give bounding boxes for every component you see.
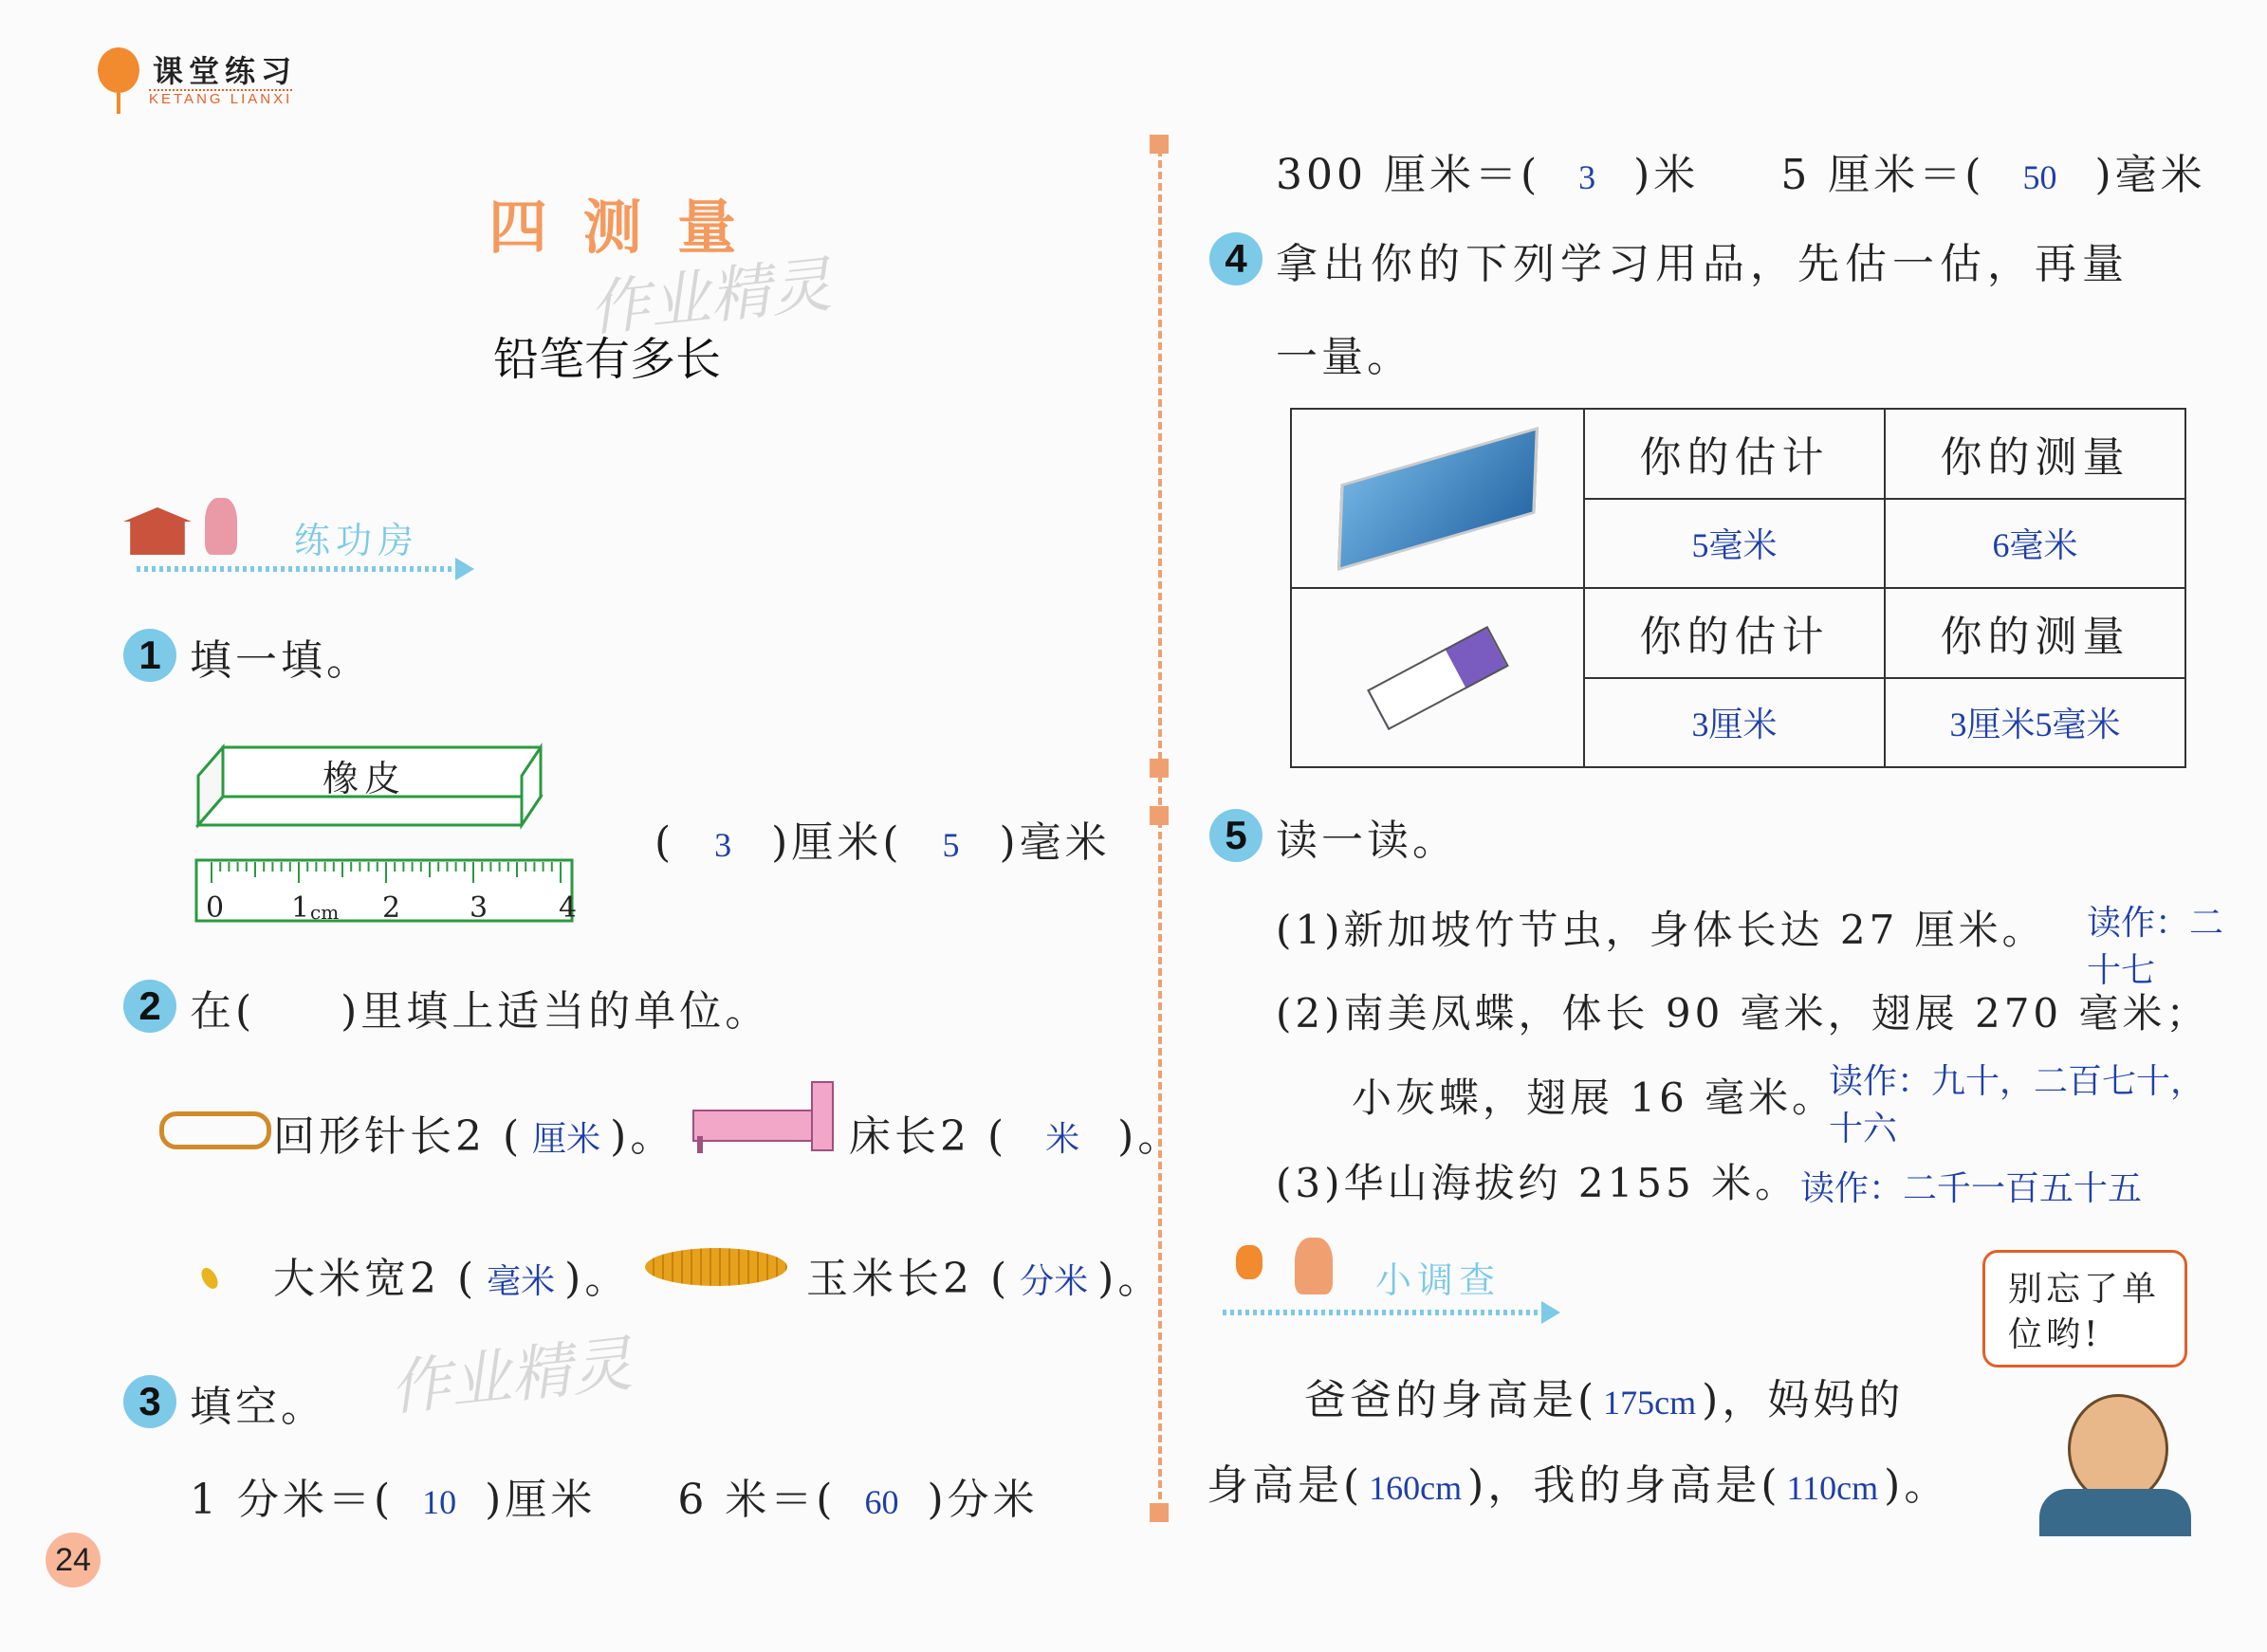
q2-item-paperclip [273, 1102, 675, 1163]
survey-answer-me: 110cm [1786, 1469, 1879, 1507]
eraser-cell [1291, 588, 1584, 767]
survey-line-1 [1304, 1366, 1904, 1426]
ruler-unit: cm [310, 901, 340, 924]
speech-bubble [1982, 1250, 2187, 1367]
q2-item-answer: 毫米 [487, 1262, 556, 1300]
header [90, 40, 337, 116]
section-arrow [137, 566, 459, 572]
q5-r1a: 读作：二 [2087, 904, 2224, 942]
q1-answer-mm: 5 [942, 826, 960, 864]
q2-item-post: )。 [564, 1255, 631, 1303]
q2-item-answer: 厘米 [532, 1120, 601, 1158]
lantern-icon [1236, 1245, 1263, 1279]
q5-r2b: 十六 [1829, 1110, 1898, 1147]
q5-s2b: 小灰蝶，翅展 16 毫米。 [1352, 1074, 1836, 1121]
chapter-subtitle: 铅笔有多长 [493, 333, 722, 386]
table-header-measure: 你的测量 [1885, 588, 2185, 678]
q3-l2b-pre: 5 厘米＝( [1780, 151, 1985, 199]
eraser-small-icon [1367, 626, 1509, 730]
chapter-title: 四 测 量 [488, 193, 745, 262]
ruler-tick-1: 1 [291, 891, 310, 925]
table-header-measure: 你的测量 [1885, 409, 2185, 499]
q2-item-answer: 米 [1045, 1120, 1080, 1158]
section-survey [1219, 1238, 1579, 1323]
q1-prompt: 填一填。 [190, 636, 372, 685]
corn-icon [645, 1248, 787, 1286]
center-divider [1158, 138, 1162, 1522]
lantern-stick-icon [117, 93, 120, 114]
q5-r1b: 十七 [2087, 951, 2156, 989]
section-practice-label: 练功房 [294, 520, 420, 561]
q2-item-bed [849, 1102, 1183, 1163]
bubble-line-1: 别忘了单 [2008, 1270, 2161, 1309]
lantern-icon [98, 47, 139, 93]
divider-marker [1150, 759, 1169, 778]
q3-l2a-post: )米 [1633, 151, 1700, 199]
header-pinyin: KETANG LIANXI [149, 91, 293, 107]
survey-answer-mother: 160cm [1369, 1469, 1463, 1507]
q3-prompt: 填空。 [190, 1383, 326, 1431]
q5-s2: (2)南美凤蝶，体长 90 毫米，翅展 270 毫米； [1276, 990, 2210, 1037]
q3-l1b-post: )分米 [927, 1476, 1039, 1524]
survey-p1: 爸爸的身高是( [1304, 1376, 1598, 1424]
ruler-tick-3: 3 [470, 891, 488, 925]
q3-l1a-answer: 10 [422, 1483, 457, 1521]
q3-l1a-pre: 1 分米＝( [190, 1476, 395, 1524]
q2-item-pre: 床长2 ( [849, 1112, 1008, 1161]
q5-s1: (1)新加坡竹节虫，身体长达 27 厘米。 [1276, 907, 2046, 953]
q2-item-pre: 玉米长2 ( [806, 1255, 1011, 1303]
survey-p2: )，妈妈的 [1702, 1376, 1905, 1424]
survey-answer-father: 175cm [1603, 1384, 1697, 1422]
divider-marker [1150, 806, 1169, 825]
q5-r2a: 读作：九十，二百七十， [1829, 1062, 2205, 1100]
survey-line-2 [1207, 1451, 1949, 1512]
pavilion-icon [123, 507, 192, 555]
survey-p3: 身高是( [1207, 1461, 1364, 1510]
q2-prompt: 在( )里填上适当的单位。 [190, 987, 771, 1036]
table-header-estimate: 你的估计 [1584, 588, 1885, 678]
q2-item-answer: 分米 [1020, 1262, 1089, 1300]
q4-number: 4 [1209, 232, 1263, 285]
table-cell-estimate: 5毫米 [1584, 499, 1885, 589]
eraser-label: 橡皮 [323, 758, 407, 799]
divider-marker [1150, 1503, 1169, 1522]
ruler-tick-2: 2 [382, 891, 401, 925]
survey-p5: )。 [1884, 1461, 1950, 1510]
q2-item-post: )。 [1117, 1112, 1184, 1161]
header-title: 课堂练习 [153, 53, 298, 89]
arrow-head-icon [455, 558, 474, 580]
q5-s3: (3)华山海拔约 2155 米。 [1276, 1160, 1799, 1206]
q1-answer-line [654, 808, 1111, 869]
q3-line-2 [1276, 140, 2206, 201]
q3-l2b-answer: 50 [2022, 158, 2057, 196]
paperclip-icon [159, 1111, 271, 1149]
q5-r3: 读作：二千一百五十五 [1800, 1169, 2143, 1207]
measure-table [1290, 408, 2186, 768]
table-cell-estimate: 3厘米 [1584, 678, 1885, 768]
q2-item-post: )。 [610, 1112, 676, 1161]
table-header-estimate: 你的估计 [1584, 409, 1885, 499]
q3-l2a-pre: 300 厘米＝( [1276, 151, 1541, 199]
q2-item-rice [273, 1244, 630, 1305]
bed-icon [692, 1081, 835, 1157]
child-icon [205, 498, 237, 555]
rice-icon [198, 1265, 221, 1292]
ruler-tick-4: 4 [559, 891, 578, 925]
q1-unit-cm: )厘米( [771, 818, 903, 867]
q3-l2a-answer: 3 [1578, 158, 1596, 196]
table-cell-measure: 3厘米5毫米 [1885, 678, 2185, 768]
q1-number: 1 [123, 629, 176, 682]
q3-l1b-answer: 60 [864, 1483, 899, 1521]
q5-number: 5 [1209, 809, 1263, 862]
watermark: 作业精灵 [386, 1329, 636, 1425]
q3-l1b-pre: 6 米＝( [677, 1476, 837, 1524]
bubble-line-2: 位哟! [2008, 1315, 2102, 1354]
teacher-icon [2030, 1394, 2201, 1536]
q1-unit-mm: )毫米 [999, 818, 1111, 867]
q5-prompt: 读一读。 [1276, 817, 1458, 865]
q2-item-post: )。 [1097, 1255, 1164, 1303]
ruler-tick-0: 0 [206, 891, 225, 925]
q2-item-corn [806, 1244, 1163, 1305]
q1-paren-open: ( [654, 818, 675, 867]
q1-answer-cm: 3 [714, 826, 732, 864]
q3-l2b-post: )毫米 [2094, 151, 2206, 199]
book-icon [1336, 427, 1538, 571]
divider-marker [1150, 135, 1169, 154]
section-practice [123, 498, 484, 583]
eraser-diagram [194, 740, 583, 939]
arrow-head-icon [1541, 1301, 1560, 1324]
book-cell [1291, 409, 1584, 588]
q3-line-1 [190, 1465, 1039, 1526]
q2-item-pre: 大米宽2 ( [273, 1255, 478, 1303]
page-number: 24 [46, 1533, 101, 1588]
watermark: 作业精灵 [585, 249, 835, 346]
q2-item-pre: 回形针长2 ( [273, 1112, 524, 1161]
table-cell-measure: 6毫米 [1885, 499, 2185, 589]
child-icon [1295, 1238, 1333, 1294]
q2-number: 2 [123, 980, 176, 1033]
q4-prompt-2: 一量。 [1276, 333, 1412, 381]
q4-prompt-1: 拿出你的下列学习用品，先估一估，再量 [1276, 240, 2129, 288]
q3-number: 3 [123, 1375, 176, 1428]
survey-p4: )，我的身高是( [1467, 1461, 1781, 1510]
section-survey-label: 小调查 [1375, 1259, 1502, 1301]
section-arrow [1223, 1310, 1545, 1315]
q3-l1a-post: )厘米 [485, 1476, 597, 1524]
